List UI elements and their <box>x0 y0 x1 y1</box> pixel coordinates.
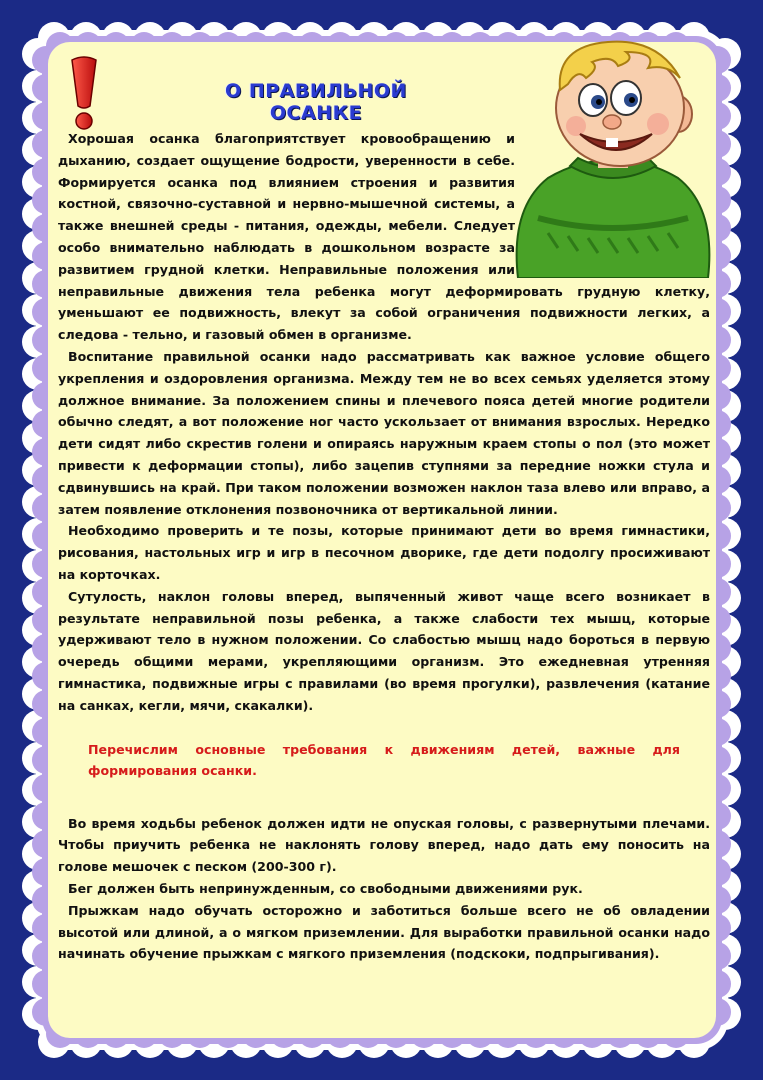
poster-content <box>58 78 716 1018</box>
paragraph: Хорошая осанка благоприятствует кровообращению и дыханию, создает ощущение бодрости, уверенности в себе. Формируется осанка под влиянием строения и развития костной, связочно-суставной и нервно-мышечной системы, а также внешней среды - питания, одежды, мебели. Следует особо внимательно наблюдать в дошкольном возрасте за развитием грудной клетки. Неправильные положения или неправильные движения тела ребенка могут деформировать грудную клетку, уменьшают ее подвижность, влекут за собой ограничения подвижности легких, а следова - тельно, и газовый обмен в организме. <box>58 131 710 343</box>
page-title: О ПРАВИЛЬНОЙ ОСАНКЕ <box>225 80 407 124</box>
paragraph: Сутулость, наклон головы вперед, выпяченный живот чаще всего возникает в результате неправильной позы ребенка, а также слабости тех мышц, которые удерживают тело в нужном положении. Со слабостью мышц надо бороться в первую очередь общими мерами, укрепляющими организм. Это ежедневная утренняя гимнастика, подвижные игры с правилами (во время прогулки), развлечения (катание на санках, кегли, мячи, скакалки). <box>58 588 710 713</box>
paragraph: Воспитание правильной осанки надо рассматривать как важное условие общего укрепления и оздоровления организма. Между тем не во всех семьях уделяется этому должное внимание. За положением спины и плечевого пояса детей многие родители обычно следят, а вот положение ног часто ускользает от внимания взрослых. Нередко дети сидят либо скрестив голени и опираясь наружным краем стопы о пол (это может привести к деформации стопы), либо зацепив ступнями за передние ножки стула и сдвинувшись на край. При таком положении возможен наклон таза влево или вправо, а затем появление отклонения позвоночника от вертикальной линии. <box>58 348 710 517</box>
requirement-paragraph: Прыжкам надо обучать осторожно и заботиться больше всего не об овладении высотой или длиной, а о мягком приземлении. Для выработки правильной осанки надо начинать обучение прыжкам с мягкого приземления (подскоки, подпрыгивания). <box>58 902 710 962</box>
article-body <box>58 128 710 965</box>
red-heading: Перечислим основные требования к движениям детей, важные для формирования осанки. <box>88 741 680 778</box>
paragraph: Необходимо проверить и те позы, которые принимают дети во время гимнастики, рисования, настольных игр и игр в песочном дворике, где дети подолгу просиживают на корточках. <box>58 523 710 582</box>
requirement-paragraph: Во время ходьбы ребенок должен идти не опуская головы, с развернутыми плечами. Чтобы приучить ребенка не наклонять голову вперед, надо дать ему поносить на голове мешочек с песком (200-300 г). <box>58 815 710 875</box>
illustration-spacer <box>515 128 710 280</box>
exclamation-icon <box>66 56 102 132</box>
requirement-paragraph: Бег должен быть непринужденным, со свободными движениями рук. <box>68 880 583 896</box>
